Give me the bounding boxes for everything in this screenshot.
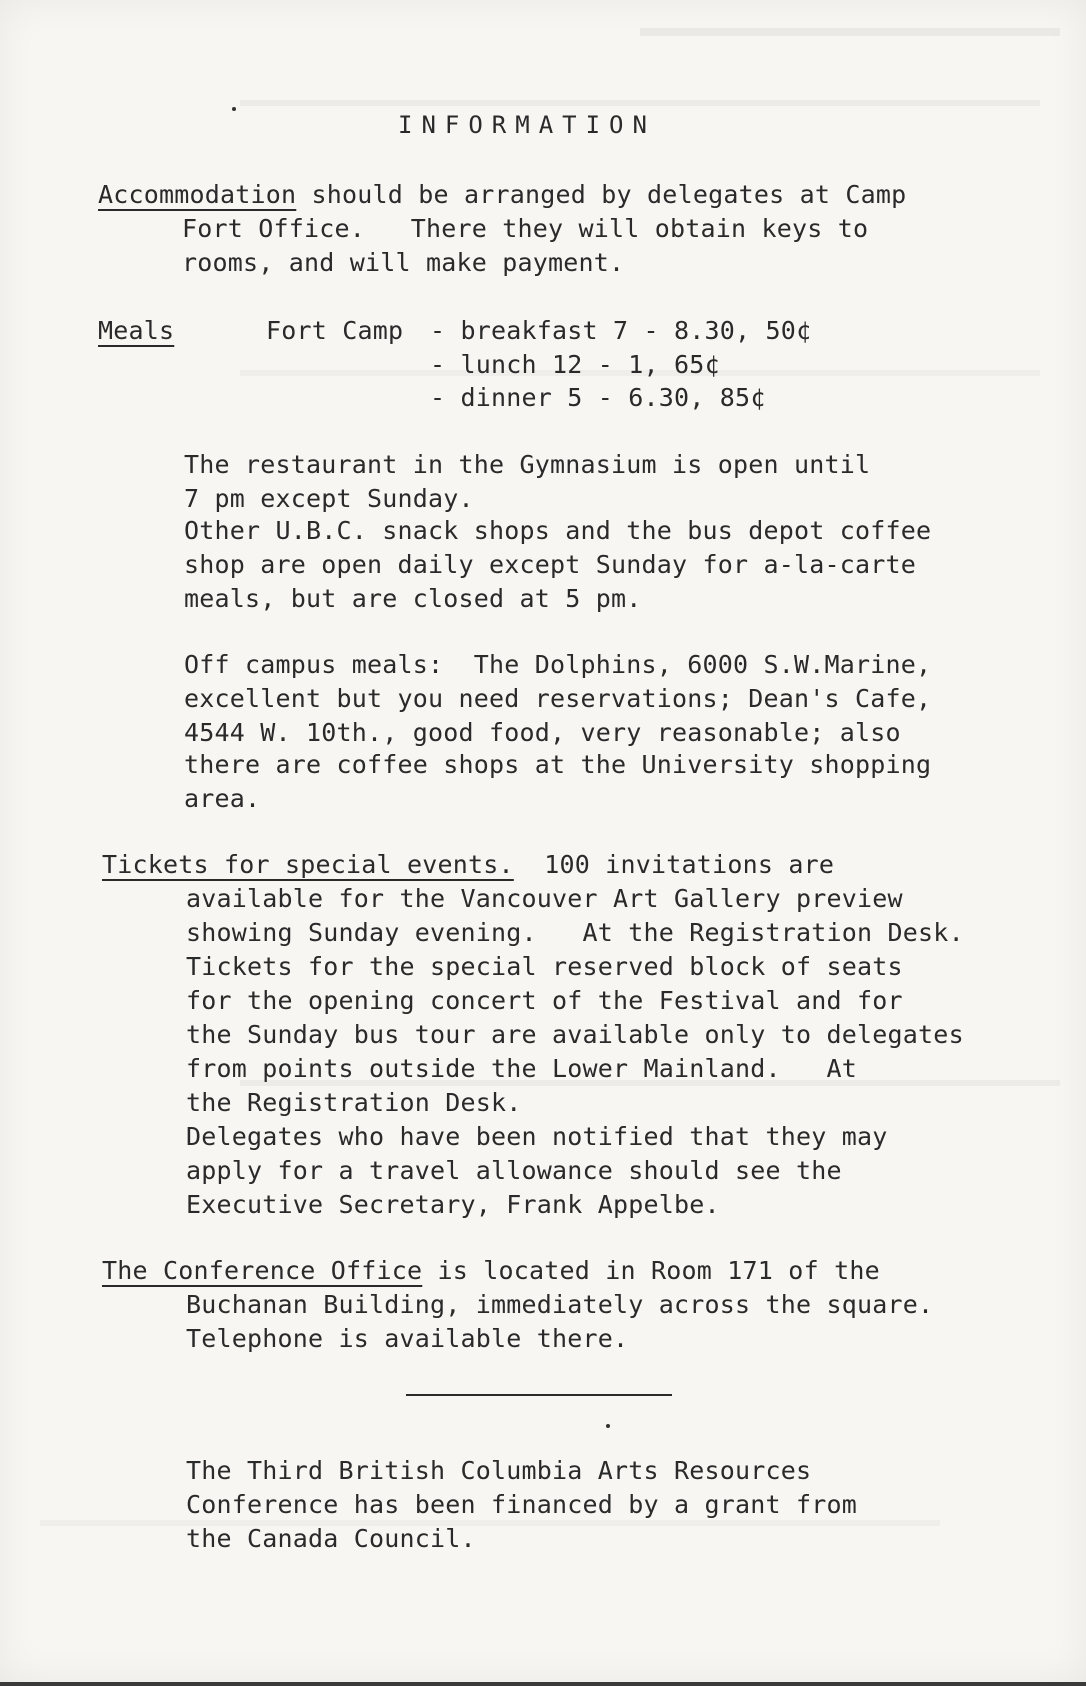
- restaurant-line-4: shop are open daily except Sunday for a-la-carte: [184, 550, 917, 579]
- tickets-line-1: 100 invitations are: [513, 850, 835, 879]
- tickets-line-9: Delegates who have been notified that they may: [186, 1122, 888, 1151]
- conference-office-paragraph: [102, 1254, 880, 1288]
- conference-office-heading: The Conference Office: [102, 1256, 423, 1285]
- tickets-line-3: showing Sunday evening. At the Registration Desk.: [186, 918, 964, 947]
- conference-office-line-1: is located in Room 171 of the: [422, 1256, 880, 1285]
- tickets-line-4: Tickets for the special reserved block of seats: [186, 952, 903, 981]
- accommodation-heading: Accommodation: [98, 180, 297, 209]
- restaurant-line-5: meals, but are closed at 5 pm.: [184, 584, 642, 613]
- page-title: INFORMATION: [398, 111, 656, 139]
- restaurant-line-2: 7 pm except Sunday.: [184, 484, 474, 513]
- footer-line-2: Conference has been financed by a grant from: [186, 1490, 858, 1519]
- tickets-line-10: apply for a travel allowance should see the: [186, 1156, 842, 1185]
- meals-camp-label: Fort Camp: [266, 316, 404, 345]
- off-campus-line-1: Off campus meals: The Dolphins, 6000 S.W.Marine,: [184, 650, 932, 679]
- divider-dot: [606, 1424, 610, 1428]
- off-campus-line-4: there are coffee shops at the University shopping: [184, 750, 932, 779]
- accommodation-line-3: rooms, and will make payment.: [182, 248, 625, 277]
- tickets-line-6: the Sunday bus tour are available only to delegates: [186, 1020, 964, 1049]
- tickets-line-8: the Registration Desk.: [186, 1088, 522, 1117]
- tickets-line-11: Executive Secretary, Frank Appelbe.: [186, 1190, 720, 1219]
- conference-office-line-2: Buchanan Building, immediately across the square.: [186, 1290, 934, 1319]
- meals-heading: Meals: [98, 316, 175, 345]
- accommodation-line-1: should be arranged by delegates at Camp: [296, 180, 907, 209]
- meals-item-breakfast: - breakfast 7 - 8.30, 50¢: [430, 316, 812, 345]
- meals-item-dinner: - dinner 5 - 6.30, 85¢: [430, 383, 766, 412]
- tickets-line-5: for the opening concert of the Festival and for: [186, 986, 903, 1015]
- section-divider: [406, 1394, 672, 1396]
- off-campus-line-3: 4544 W. 10th., good food, very reasonable; also: [184, 718, 901, 747]
- tickets-line-7: from points outside the Lower Mainland. At: [186, 1054, 858, 1083]
- conference-office-line-3: Telephone is available there.: [186, 1324, 629, 1353]
- off-campus-line-2: excellent but you need reservations; Dean's Cafe,: [184, 684, 932, 713]
- tickets-paragraph: [102, 848, 834, 882]
- footer-line-3: the Canada Council.: [186, 1524, 476, 1553]
- restaurant-line-3: Other U.B.C. snack shops and the bus depot coffee: [184, 516, 932, 545]
- accommodation-paragraph: [98, 178, 906, 212]
- meals-item-lunch: - lunch 12 - 1, 65¢: [430, 350, 720, 379]
- tickets-heading: Tickets for special events.: [102, 850, 514, 879]
- restaurant-line-1: The restaurant in the Gymnasium is open until: [184, 450, 871, 479]
- footer-line-1: The Third British Columbia Arts Resources: [186, 1456, 812, 1485]
- off-campus-line-5: area.: [184, 784, 261, 813]
- tickets-line-2: available for the Vancouver Art Gallery preview: [186, 884, 903, 913]
- accommodation-line-2: Fort Office. There they will obtain keys to: [182, 214, 869, 243]
- speck: [232, 107, 236, 111]
